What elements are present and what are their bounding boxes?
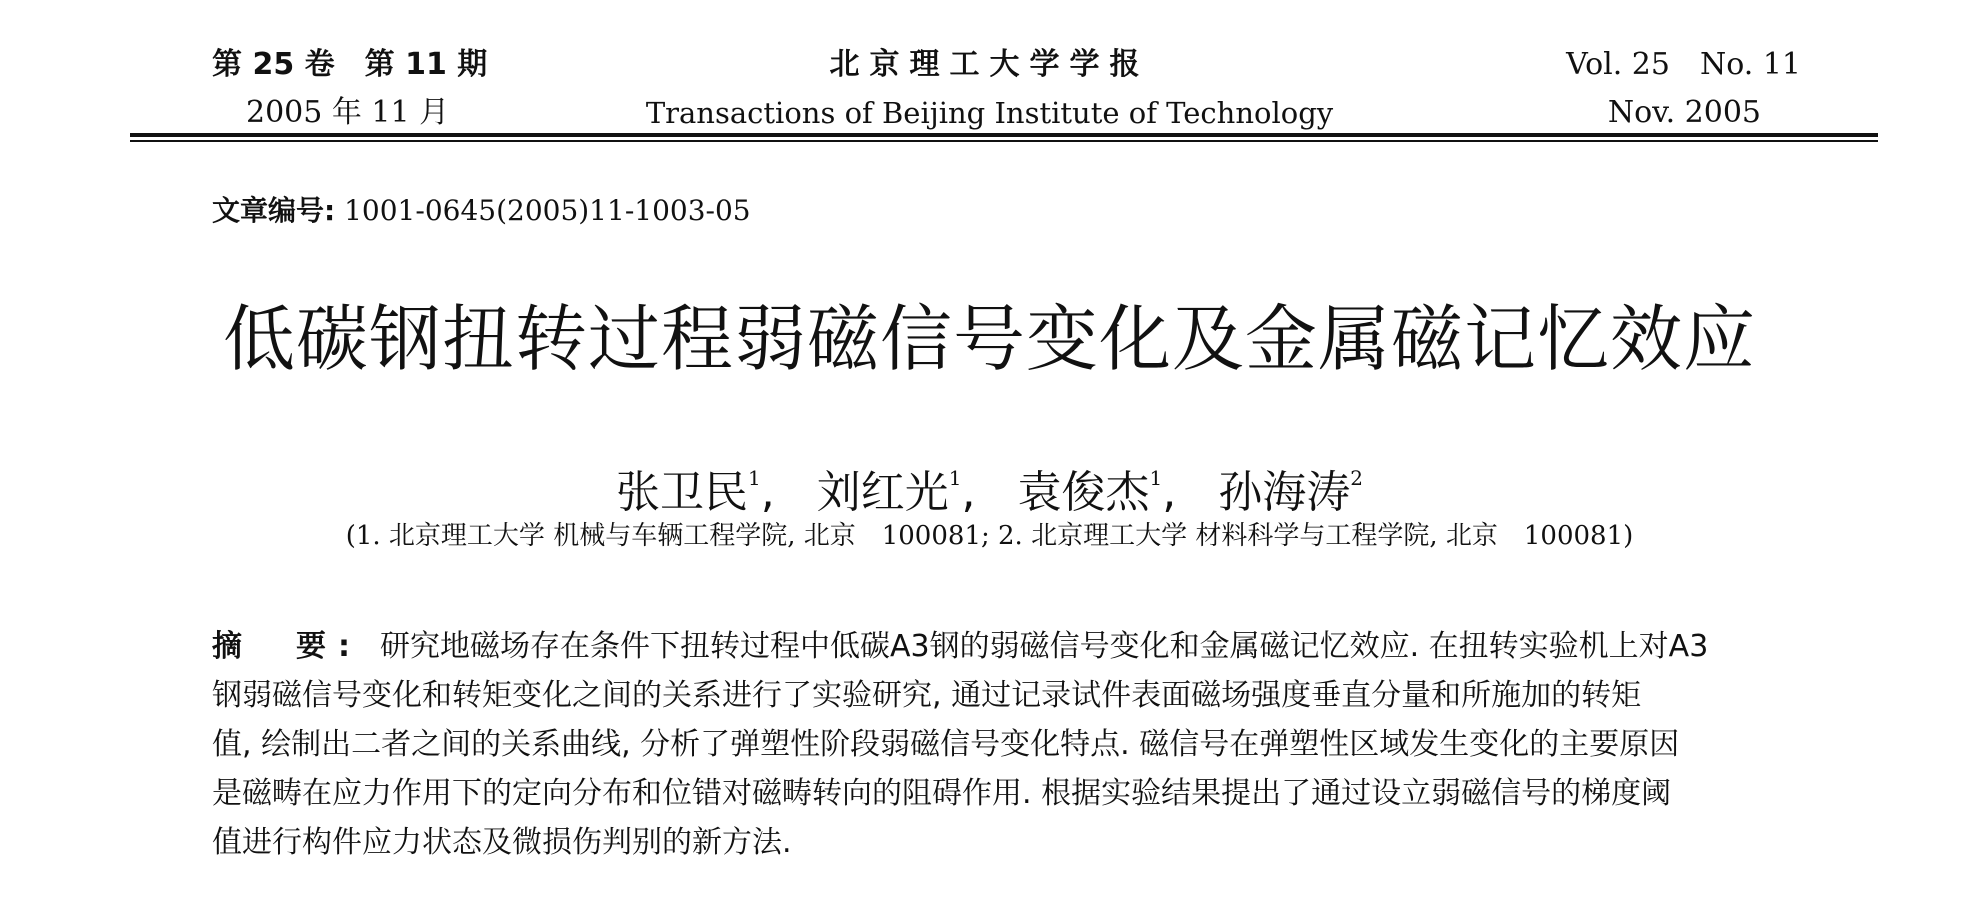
affiliation: (1. 北京理工大学 机械与车辆工程学院, 北京 100081; 2. 北京理工大学 材料科学与工程学院, 北京 100081) <box>345 521 1634 551</box>
abstract-text: 研究地磁场存在条件下扭转过程中低碳A3钢的弱磁信号变化和金属磁记忆效应. 在扭转实验机上对A3 <box>380 629 1709 664</box>
volume-issue-en: Vol. 25 No. 11 <box>1566 47 1801 82</box>
author-affiliation-mark: 2 <box>1350 466 1363 490</box>
article-number <box>212 189 751 229</box>
header-rule-thick <box>130 133 1878 137</box>
journal-name-cn: 北京理工大学学报 <box>829 47 1150 82</box>
author-name: 孙海涛 <box>1218 467 1351 518</box>
author-affiliation-mark: 1 <box>948 466 962 490</box>
author <box>616 467 775 518</box>
author-separator: , <box>961 467 976 518</box>
author-name: 刘红光 <box>816 467 949 518</box>
date-cn: 2005 年 11 月 <box>246 95 450 130</box>
abstract-line: 钢弱磁信号变化和转矩变化之间的关系进行了实验研究, 通过记录试件表面磁场强度垂直分量和所施加的转矩 <box>212 678 1642 713</box>
abstract <box>212 622 1812 867</box>
journal-name-en: Transactions of Beijing Institute of Technology <box>645 96 1334 130</box>
abstract-label: 摘 要: <box>212 629 362 664</box>
author <box>817 467 976 518</box>
paper-title: 低碳钢扭转过程弱磁信号变化及金属磁记忆效应 <box>222 297 1756 381</box>
author-list <box>0 452 1979 519</box>
author-name: 张卫民 <box>616 467 749 518</box>
abstract-line: 值, 绘制出二者之间的关系曲线, 分析了弹塑性阶段弱磁信号变化特点. 磁信号在弹塑性区域发生变化的主要原因 <box>212 727 1680 762</box>
author-separator: , <box>1162 467 1177 518</box>
author-affiliation-mark: 1 <box>748 466 761 490</box>
article-number-label: 文章编号: <box>212 194 336 227</box>
abstract-line: 值进行构件应力状态及微损伤判别的新方法. <box>212 825 792 860</box>
author <box>1218 467 1363 518</box>
author <box>1018 467 1177 518</box>
author-separator: , <box>760 467 775 518</box>
abstract-line <box>212 622 1812 671</box>
volume-issue-cn: 第 25 卷 第 11 期 <box>212 47 488 82</box>
author-name: 袁俊杰 <box>1017 467 1150 518</box>
date-en: Nov. 2005 <box>1607 95 1761 130</box>
abstract-line: 是磁畴在应力作用下的定向分布和位错对磁畴转向的阻碍作用. 根据实验结果提出了通过设立弱磁信号的梯度阈 <box>212 776 1672 811</box>
article-number-value: 1001-0645(2005)11-1003-05 <box>335 194 751 227</box>
header-rule-thin <box>130 140 1878 142</box>
author-affiliation-mark: 1 <box>1149 466 1163 490</box>
